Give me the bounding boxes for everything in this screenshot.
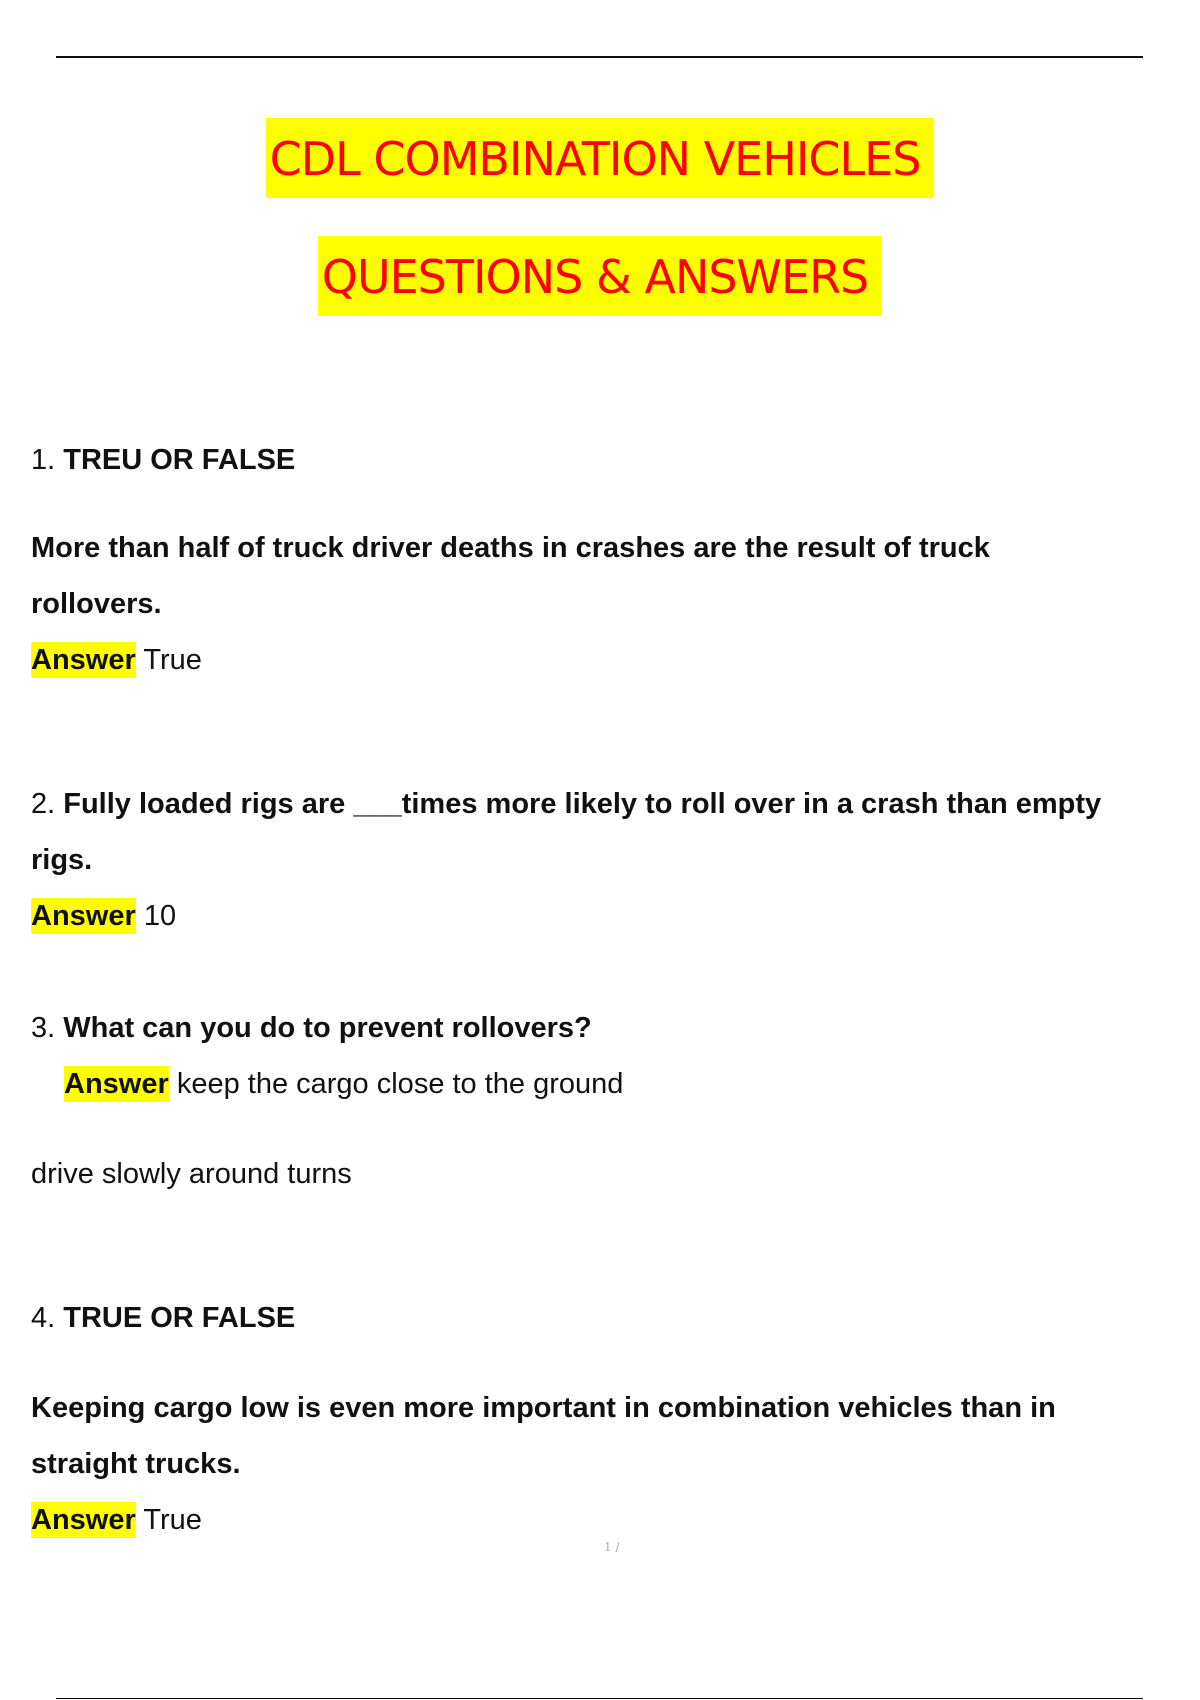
bottom-rule xyxy=(56,1698,1143,1699)
question-1-number: 1. xyxy=(31,444,56,476)
question-2-text-line-1-row xyxy=(31,790,1101,819)
document-title xyxy=(0,132,1200,186)
question-3-answer-line xyxy=(64,1070,623,1099)
question-1-answer: True xyxy=(143,644,202,676)
question-3-text-line-1: What can you do to prevent rollovers? xyxy=(63,1012,592,1044)
answer-label: Answer xyxy=(31,644,136,676)
answer-label: Answer xyxy=(31,900,136,932)
question-3-text-row xyxy=(31,1014,592,1043)
document-title-line-1: CDL COMBINATION VEHICLES xyxy=(266,118,935,198)
question-4-text-line-2: straight trucks. xyxy=(31,1448,241,1480)
question-2-answer-line xyxy=(31,902,176,931)
answer-label: Answer xyxy=(31,1504,136,1536)
question-3-answer: keep the cargo close to the ground xyxy=(176,1068,624,1100)
question-3-number: 3. xyxy=(31,1012,56,1044)
question-1-heading-line xyxy=(31,446,295,475)
document-title-line-2: QUESTIONS & ANSWERS xyxy=(318,236,883,316)
question-4-answer: True xyxy=(143,1504,202,1536)
document-subtitle xyxy=(0,250,1200,304)
question-3-answer-extra: drive slowly around turns xyxy=(31,1158,352,1190)
answer-label: Answer xyxy=(64,1068,169,1100)
question-1-heading: TREU OR FALSE xyxy=(63,444,296,476)
question-1-text-line-1: More than half of truck driver deaths in crashes are the result of truck xyxy=(31,532,990,564)
question-2-answer: 10 xyxy=(143,900,177,932)
question-2-number: 2. xyxy=(31,788,56,820)
top-rule xyxy=(56,56,1143,58)
question-4-number: 4. xyxy=(31,1302,56,1334)
page-marker: 1 / xyxy=(604,1540,620,1554)
question-4-answer-line xyxy=(31,1506,202,1535)
question-4-heading: TRUE OR FALSE xyxy=(63,1302,296,1334)
question-1-answer-line xyxy=(31,646,202,675)
question-2-text-line-1: Fully loaded rigs are ___times more likely to roll over in a crash than empty xyxy=(63,788,1102,820)
question-1-text-line-2: rollovers. xyxy=(31,588,162,620)
question-4-heading-line xyxy=(31,1304,295,1333)
question-2-text-line-2: rigs. xyxy=(31,844,93,876)
question-4-text-line-1: Keeping cargo low is even more important in combination vehicles than in xyxy=(31,1392,1056,1424)
